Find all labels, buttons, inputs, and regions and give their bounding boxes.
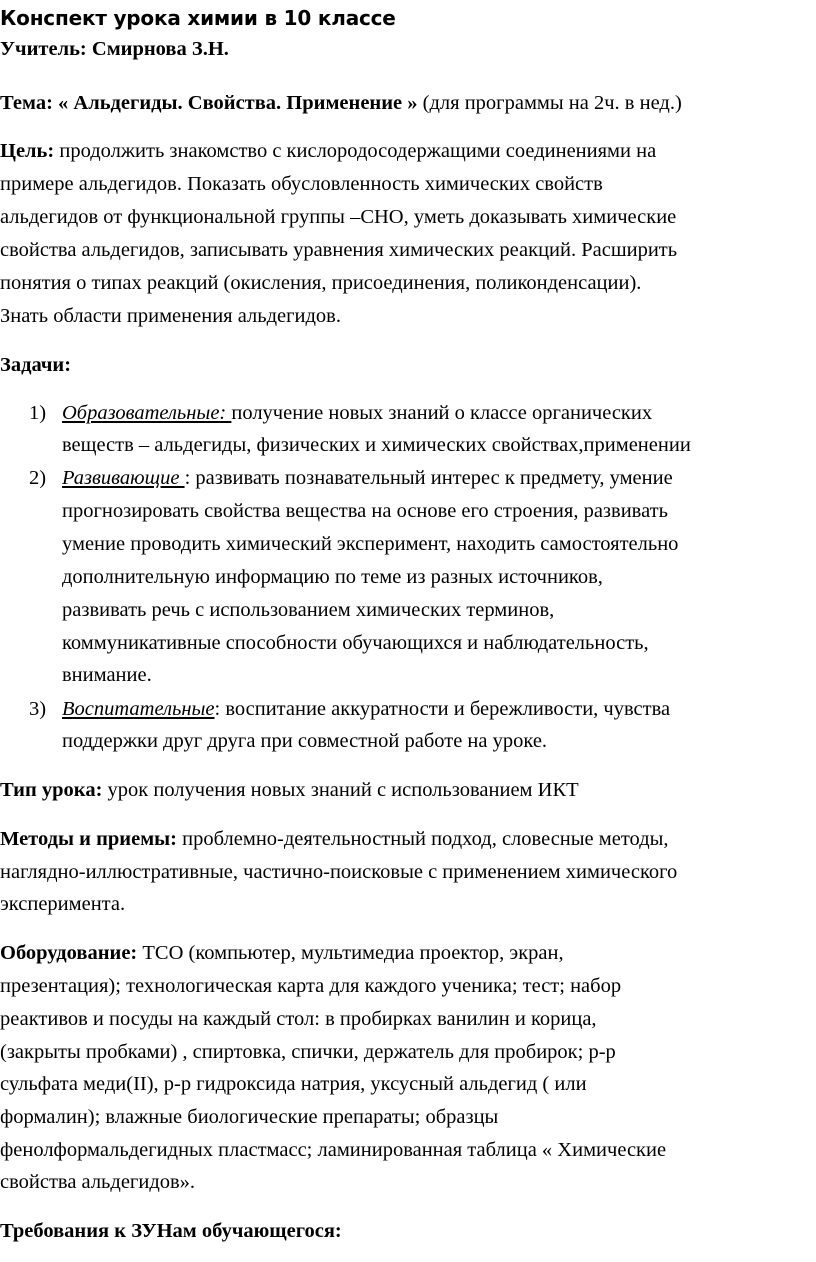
task-3-text: : воспитание аккуратности и бережливости, чувства [214, 698, 671, 720]
task-1-line-1 [62, 400, 652, 426]
task-2-text: : развивать познавательный интерес к предмету, умение [184, 467, 673, 489]
teacher-name: Смирнова З.Н. [91, 38, 229, 60]
task-3-line-1 [62, 696, 670, 722]
task-2-line-5: развивать речь с использованием химических терминов, [62, 599, 555, 621]
lesson-type-line [0, 777, 579, 803]
task-1-text: получение новых знаний о классе органических [231, 402, 653, 424]
task-2-name: Развивающие [62, 467, 185, 489]
methods-line-3: эксперимента. [0, 893, 126, 915]
task-3-name: Воспитательные [62, 698, 215, 720]
goal-line-4: свойства альдегидов, записывать уравнения химических реакций. Расширить [0, 239, 678, 261]
equipment-line-6: формалин); влажные биологические препараты; образцы [0, 1106, 499, 1128]
goal-line-3: альдегидов от функциональной группы –СНО, уметь доказывать химические [0, 206, 677, 228]
methods-line-2: наглядно-иллюстративные, частично-поисковые с применением химического [0, 861, 678, 883]
task-1-line-2: веществ – альдегиды, физических и химических свойствах,применении [62, 434, 691, 456]
equipment-label: Оборудование: [0, 942, 138, 964]
task-number-1: 1) [29, 402, 47, 424]
task-number-3: 3) [29, 698, 47, 720]
equipment-line-3: реактивов и посуды на каждый стол: в пробирках ванилин и корица, [0, 1008, 597, 1030]
requirements-heading: Требования к ЗУНам обучающегося: [0, 1220, 342, 1242]
equipment-line-7: фенолформальдегидных пластмасс; ламинированная таблица « Химические [0, 1139, 667, 1161]
goal-line-1 [0, 138, 656, 164]
topic-line [0, 90, 682, 116]
goal-line-6: Знать области применения альдегидов. [0, 305, 341, 327]
teacher-line [0, 36, 229, 62]
methods-line-1 [0, 826, 669, 852]
goal-label: Цель: [0, 140, 55, 162]
task-1-name: Образовательные: [62, 402, 232, 424]
task-2-line-1 [62, 465, 673, 491]
goal-text-1: продолжить знакомство с кислородосодержащими соединениями на [59, 140, 657, 162]
document-title: Конспект урока химии в 10 классе [0, 6, 396, 30]
topic-label: Тема: [0, 92, 53, 114]
methods-text-1: проблемно-деятельностный подход, словесные методы, [177, 828, 669, 850]
goal-line-5: понятия о типах реакций (окисления, присоединения, поликонденсации). [0, 272, 642, 294]
equipment-line-2: презентация); технологическая карта для каждого ученика; тест; набор [0, 975, 622, 997]
lesson-type-label: Тип урока: [0, 779, 103, 801]
lesson-type-value: урок получения новых знаний с использованием ИКТ [102, 779, 579, 801]
methods-label: Методы и приемы: [0, 828, 177, 850]
tasks-heading: Задачи: [0, 354, 72, 376]
task-2-line-3: умение проводить химический эксперимент, находить самостоятельно [62, 533, 679, 555]
teacher-label: Учитель: [0, 38, 87, 60]
equipment-line-4: (закрыты пробками) , спиртовка, спички, держатель для пробирок; р-р [0, 1041, 616, 1063]
task-3-line-2: поддержки друг друга при совместной работе на уроке. [62, 730, 548, 752]
equipment-text-1: ТСО (компьютер, мультимедиа проектор, экран, [137, 942, 564, 964]
topic-note: (для программы на 2ч. в нед.) [422, 92, 682, 114]
equipment-line-8: свойства альдегидов». [0, 1171, 196, 1193]
goal-line-2: примере альдегидов. Показать обусловленность химических свойств [0, 173, 603, 195]
task-2-line-6: коммуникативные способности обучающихся и наблюдательность, [62, 632, 649, 654]
task-number-2: 2) [29, 467, 47, 489]
topic-value: « Альдегиды. Свойства. Применение » [58, 92, 418, 114]
task-2-line-4: дополнительную информацию по теме из разных источников, [62, 566, 603, 588]
task-2-line-2: прогнозировать свойства вещества на основе его строения, развивать [62, 500, 668, 522]
task-2-line-7: внимание. [62, 664, 152, 686]
equipment-line-5: сульфата меди(II), р-р гидроксида натрия, уксусный альдегид ( или [0, 1073, 587, 1095]
equipment-line-1 [0, 940, 564, 966]
